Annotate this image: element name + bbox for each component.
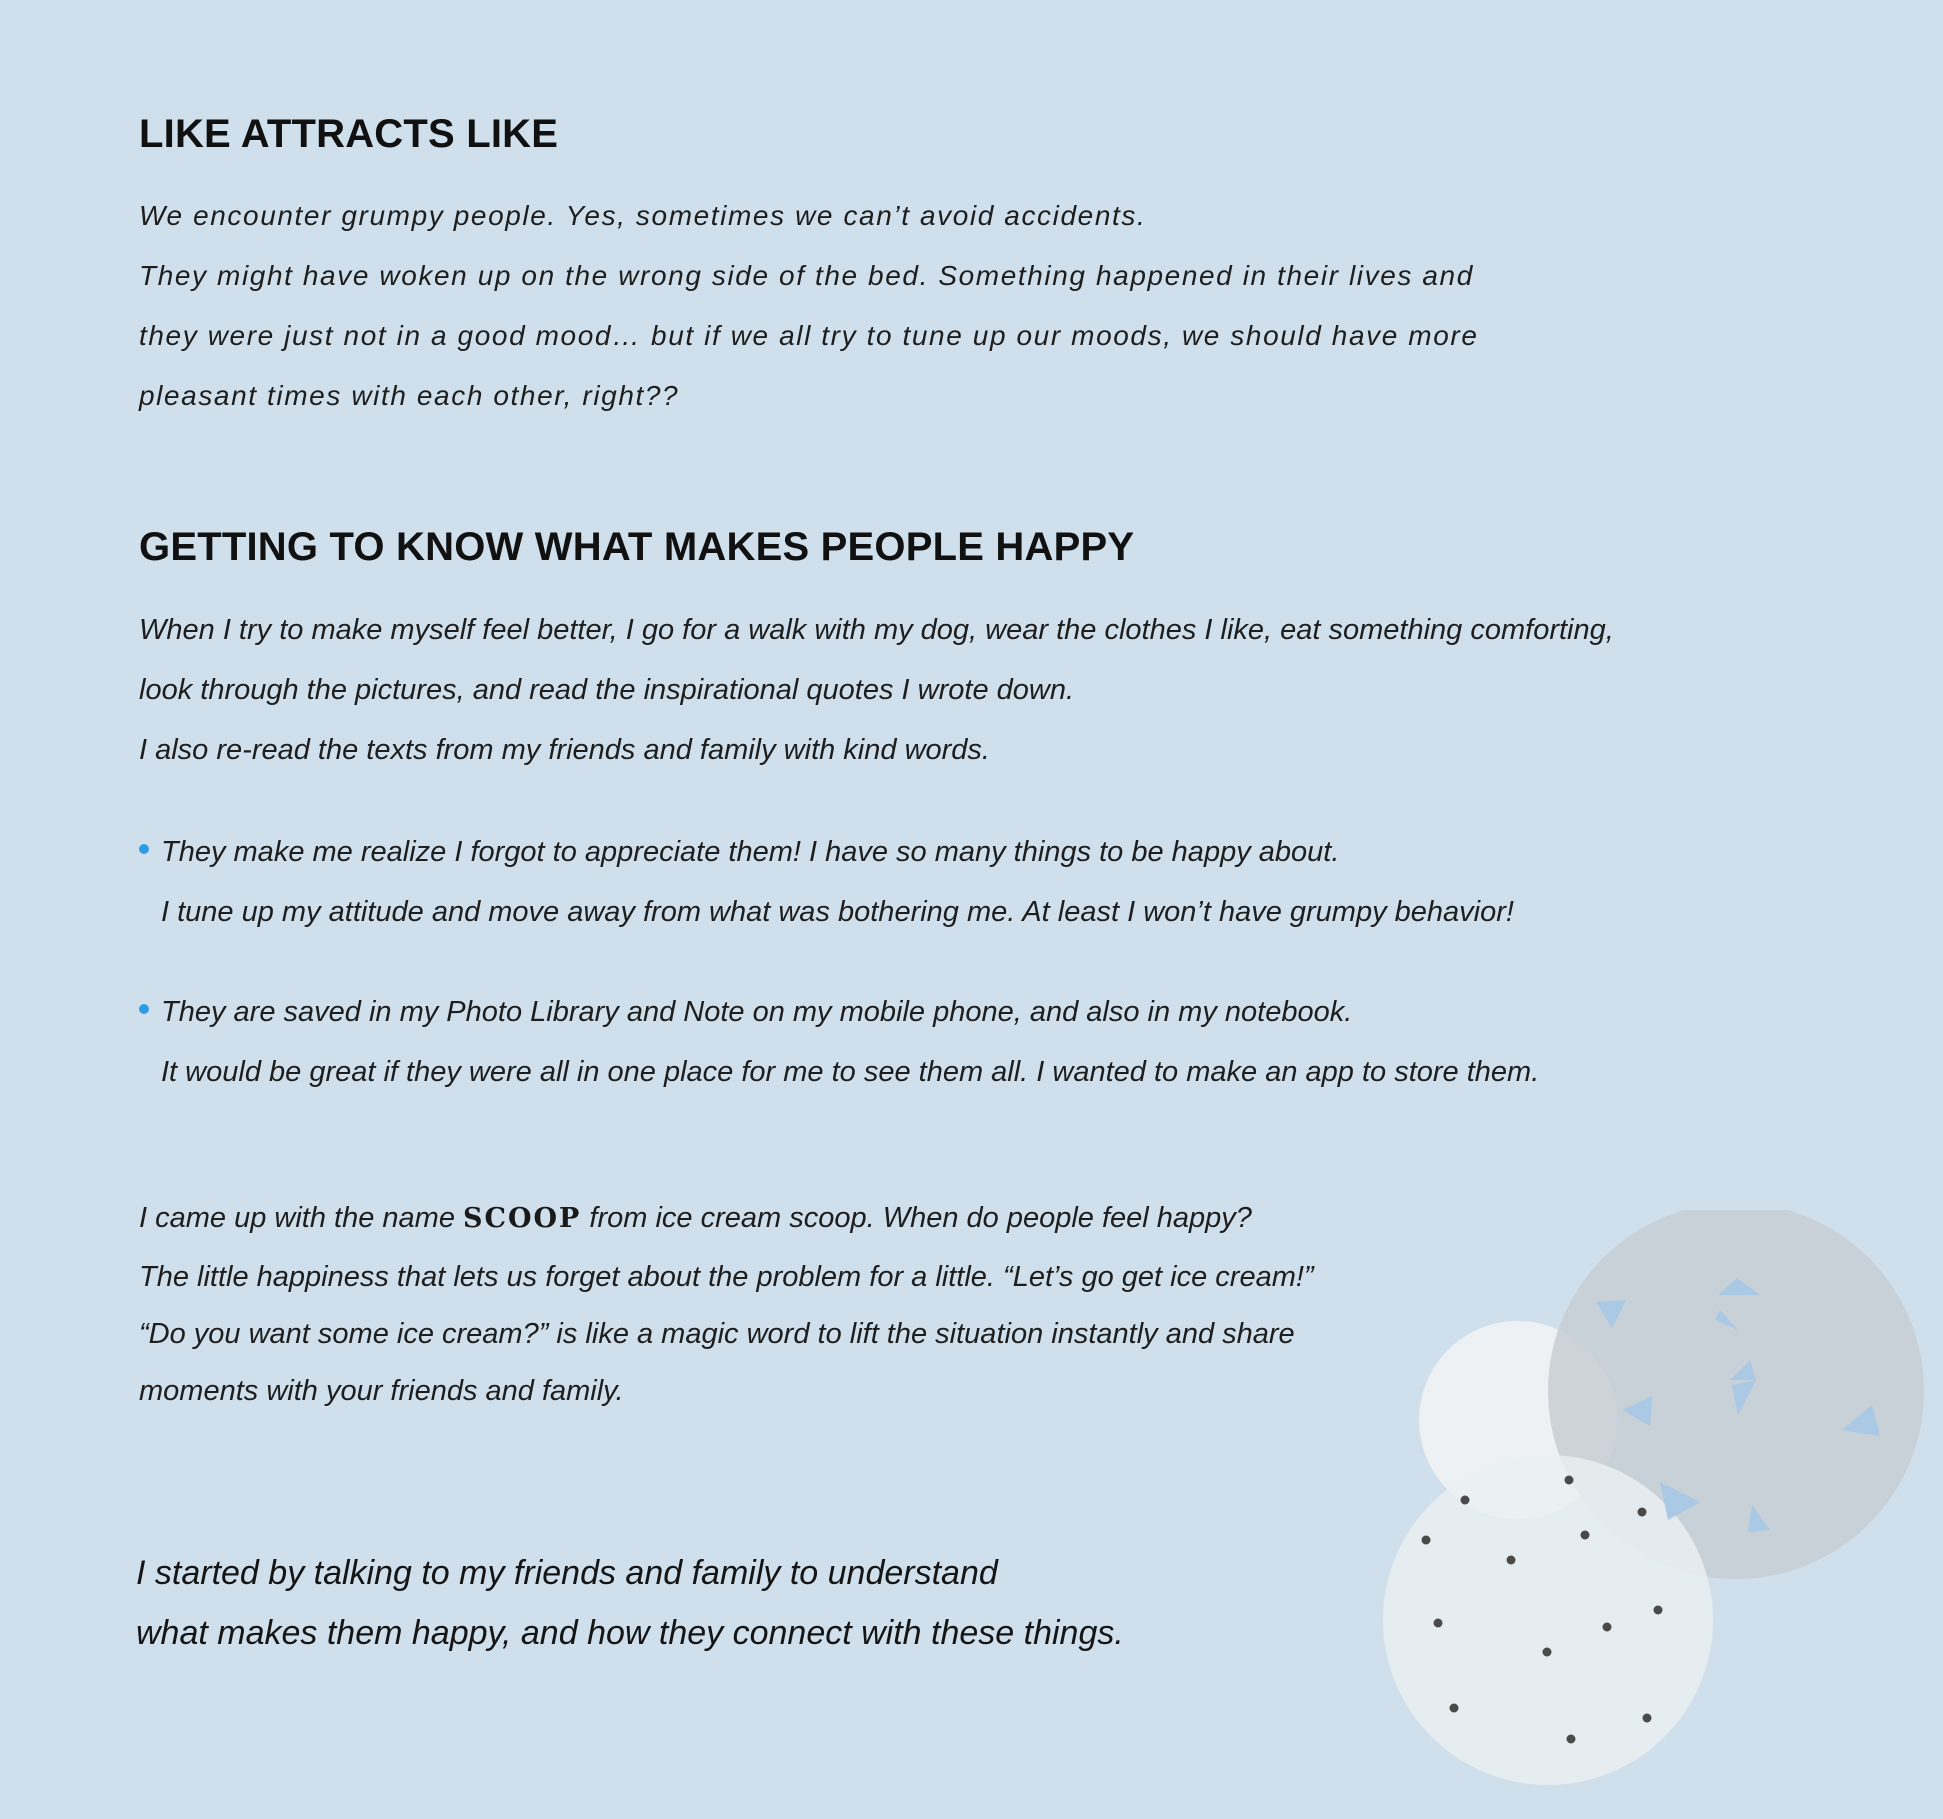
chip-icon: [1434, 1619, 1443, 1628]
chip-icon: [1581, 1531, 1590, 1540]
scoop-name: SCOOP: [463, 1203, 582, 1234]
chip-icon: [1422, 1536, 1431, 1545]
bullet-line: It would be great if they were all in one place for me to see them all. I wanted to make an app to store them.: [161, 1056, 1540, 1088]
bullet-line: They are saved in my Photo Library and Note on my mobile phone, and also in my notebook.: [161, 996, 1353, 1028]
paragraph-line: I also re-read the texts from my friends and family with kind words.: [139, 734, 990, 766]
closing-line: what makes them happy, and how they connect with these things.: [136, 1614, 1124, 1652]
bullet-line: They make me realize I forgot to appreciate them! I have so many things to be happy about.: [161, 836, 1340, 868]
chip-icon: [1654, 1606, 1663, 1615]
bullet-dot-icon: [139, 844, 149, 854]
bullet-line: I tune up my attitude and move away from what was bothering me. At least I won’t have grumpy behavior!: [161, 896, 1514, 928]
happy-intro-paragraph: [139, 600, 1614, 780]
scoop-line-prefix: I came up with the name: [139, 1202, 463, 1234]
paragraph-line: moments with your friends and family.: [139, 1375, 624, 1407]
chip-icon: [1567, 1735, 1576, 1744]
paragraph-line: look through the pictures, and read the inspirational quotes I wrote down.: [139, 674, 1075, 706]
paragraph-line: “Do you want some ice cream?” is like a magic word to lift the situation instantly and share: [139, 1318, 1295, 1350]
large-scoop-circle: [1383, 1455, 1713, 1785]
bullet-saved-places: [139, 982, 1539, 1102]
paragraph-line: [139, 1188, 1314, 1249]
chip-icon: [1638, 1508, 1647, 1517]
section-title-like-attracts-like: LIKE ATTRACTS LIKE: [139, 112, 559, 156]
bullet-dot-icon: [139, 1004, 149, 1014]
paragraph-line: They might have woken up on the wrong side of the bed. Something happened in their lives and: [139, 260, 1474, 291]
scoop-line-suffix: from ice cream scoop. When do people feel happy?: [581, 1202, 1252, 1234]
chip-icon: [1565, 1476, 1574, 1485]
chip-icon: [1543, 1648, 1552, 1657]
paragraph-line: The little happiness that lets us forget about the problem for a little. “Let’s go get ice cream!”: [139, 1261, 1314, 1293]
chip-icon: [1450, 1704, 1459, 1713]
chip-icon: [1643, 1714, 1652, 1723]
ice-cream-scoops-illustration: [1370, 1210, 1930, 1810]
closing-line: I started by talking to my friends and family to understand: [136, 1554, 998, 1592]
scoop-paragraph: [139, 1188, 1314, 1420]
paragraph-line: We encounter grumpy people. Yes, sometimes we can’t avoid accidents.: [139, 200, 1147, 231]
chip-icon: [1461, 1496, 1470, 1505]
bullet-appreciate: [139, 822, 1514, 942]
paragraph-line: When I try to make myself feel better, I go for a walk with my dog, wear the clothes I like, eat something comforting,: [139, 614, 1614, 646]
like-attracts-paragraph: [139, 186, 1479, 426]
section-title-what-makes-people-happy: GETTING TO KNOW WHAT MAKES PEOPLE HAPPY: [139, 525, 1135, 569]
chip-icon: [1507, 1556, 1516, 1565]
chip-icon: [1603, 1623, 1612, 1632]
paragraph-line: pleasant times with each other, right??: [139, 380, 680, 411]
paragraph-line: they were just not in a good mood… but if we all try to tune up our moods, we should have more: [139, 320, 1479, 351]
closing-statement: [136, 1543, 1124, 1663]
